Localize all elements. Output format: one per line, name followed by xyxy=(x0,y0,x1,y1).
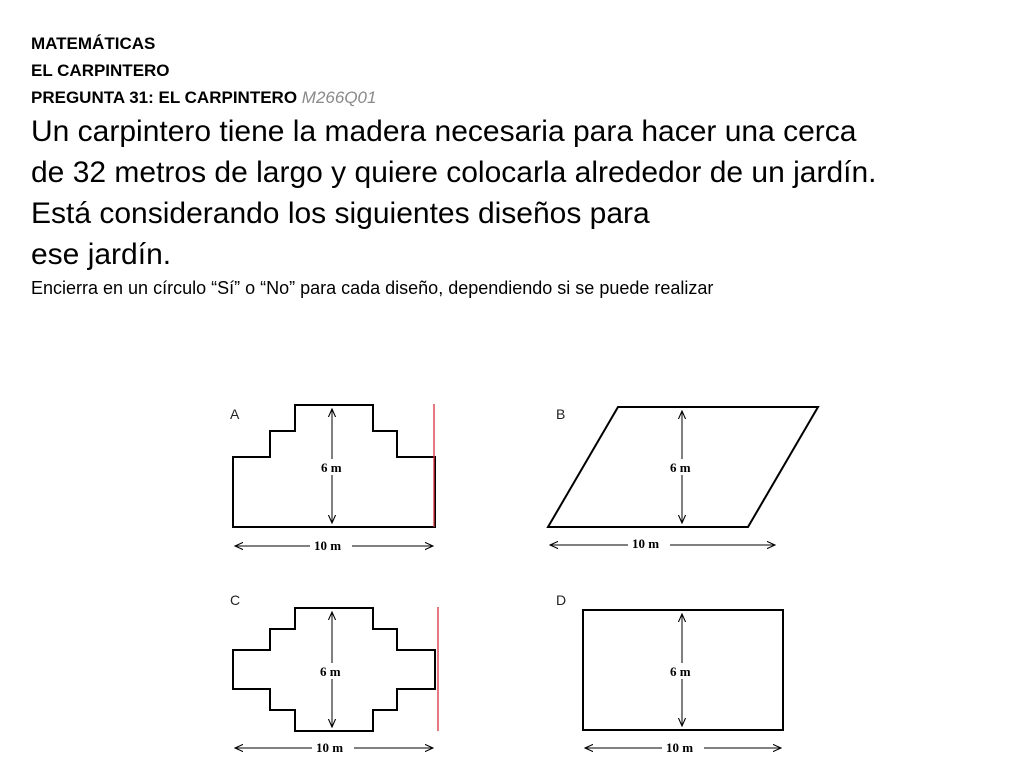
width-label: 10 m xyxy=(666,740,694,755)
height-label: 6 m xyxy=(670,664,691,679)
design-a xyxy=(230,404,435,553)
design-letter: C xyxy=(230,592,241,608)
design-letter: D xyxy=(556,592,567,608)
design-d xyxy=(556,592,783,755)
unit-title: EL CARPINTERO xyxy=(31,61,170,80)
question-code: M266Q01 xyxy=(301,88,377,107)
question-label: PREGUNTA 31: EL CARPINTERO xyxy=(31,88,298,107)
width-label: 10 m xyxy=(314,538,342,553)
width-label: 10 m xyxy=(632,536,660,551)
statement-line: de 32 metros de largo y quiere colocarla alrededor de un jardín. xyxy=(31,156,877,189)
subject-title: MATEMÁTICAS xyxy=(31,34,156,53)
design-letter: A xyxy=(230,406,240,422)
statement-line: Está considerando los siguientes diseños para xyxy=(31,197,650,230)
statement-line: Un carpintero tiene la madera necesaria para hacer una cerca xyxy=(31,115,857,148)
height-label: 6 m xyxy=(670,460,691,475)
design-letter: B xyxy=(556,406,566,422)
statement-line: ese jardín. xyxy=(31,238,172,271)
instruction-text: Encierra en un círculo “Sí” o “No” para cada diseño, dependiendo si se puede realizar xyxy=(31,278,714,298)
height-label: 6 m xyxy=(321,460,342,475)
design-c xyxy=(230,592,438,755)
height-label: 6 m xyxy=(320,664,341,679)
width-label: 10 m xyxy=(316,740,344,755)
design-b xyxy=(548,406,818,551)
